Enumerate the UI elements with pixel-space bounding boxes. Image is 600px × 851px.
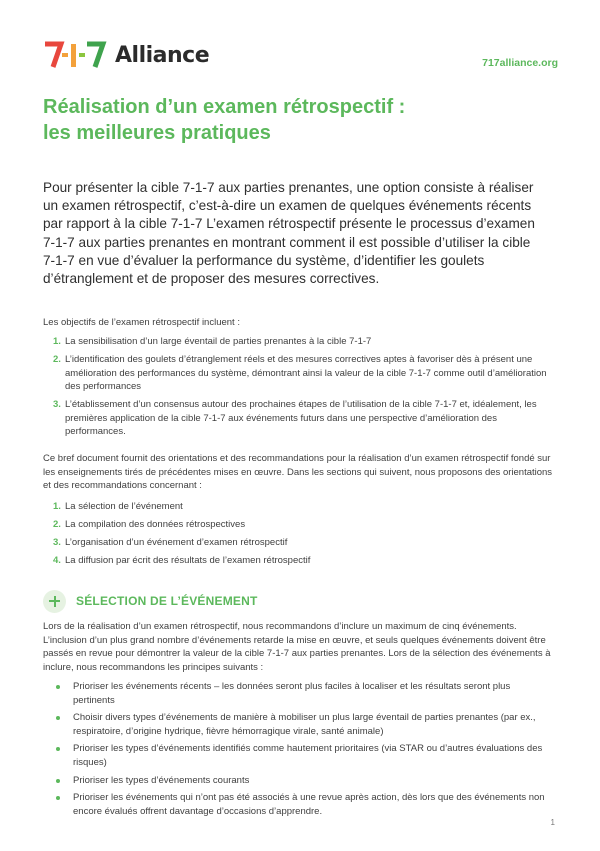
list-item — [43, 500, 553, 514]
objectives-list — [43, 335, 553, 443]
list-item: Prioriser les événements récents – les données seront plus faciles à localiser et les résultats seront plus pertinents — [43, 680, 548, 707]
list-text: L’identification des goulets d’étranglement réels et des mesures correctives aptes à favoriser dès à présent une amélioration des performances du système, démontrant ainsi la valeur de la cible 7-1-7 comme outil d’amélioration des performances — [65, 354, 547, 392]
guidance-list — [43, 500, 553, 572]
list-text: La sélection de l’événement — [65, 501, 183, 512]
list-number: 4. — [53, 555, 61, 566]
list-item: Prioriser les événements qui n’ont pas été associés à une revue après action, dès lors que des événements non encore évalués offrent davantage d’occasions d’apprendre. — [43, 791, 548, 818]
list-text: La diffusion par écrit des résultats de l’examen rétrospectif — [65, 555, 311, 566]
page-title-line-2: les meilleures pratiques — [43, 122, 271, 144]
page-title-line-1: Réalisation d’un examen rétrospectif : — [43, 96, 406, 118]
list-item — [43, 335, 553, 349]
list-item: Prioriser les types d’événements courants — [43, 774, 548, 788]
list-number: 3. — [53, 537, 61, 548]
list-item — [43, 398, 553, 439]
list-item — [43, 554, 553, 568]
section-heading — [43, 589, 258, 613]
principles-list — [43, 680, 548, 822]
objectives-lead: Les objectifs de l’examen rétrospectif incluent : — [43, 317, 240, 328]
list-item: Choisir divers types d’événements de manière à mobiliser un plus large éventail de parties prenantes (par ex., respiratoire, d’origine hydrique, fièvre hémorragique virale, santé animale) — [43, 711, 548, 738]
list-number: 2. — [53, 519, 61, 530]
intro-paragraph: Pour présenter la cible 7-1-7 aux parties prenantes, une option consiste à réaliser un examen rétrospectif, c’est-à-dire un examen de quelques événements récents par rapport à la cible 7-1-7 L’examen rétrospectif présente le processus d’examen 7-1-7 aux parties prenantes en montrant comment il est possible d’utiliser la cible 7-1-7 en vue d’évaluer la performance du système, d’identifier les goulets d’étranglement et de proposer des mesures correctives. — [43, 180, 535, 287]
page-number: 1 — [550, 818, 555, 827]
list-item — [43, 353, 553, 394]
list-text: L’organisation d’un événement d’examen rétrospectif — [65, 537, 288, 548]
list-item: Prioriser les types d’événements identifiés comme hautement prioritaires (via STAR ou d’autres évaluations des risques) — [43, 742, 548, 769]
alliance-logo — [43, 38, 209, 72]
logo-text: Alliance — [115, 42, 210, 68]
plus-icon — [43, 590, 66, 613]
section-body: Lors de la réalisation d’un examen rétrospectif, nous recommandons d’inclure un maximum de cinq événements. L’inclusion d’un plus grand nombre d’événements retarde la mise en œuvre, et seuls quelques événements doivent être passés en revue pour démontrer la valeur de la cible 7-1-7 aux parties prenantes. Lors de la sélection des événements à inclure, nous recommandons les principes suivants : — [43, 621, 551, 673]
section-title: SÉLECTION DE L’ÉVÉNEMENT — [76, 594, 258, 608]
list-number: 3. — [53, 399, 61, 410]
list-number: 1. — [53, 336, 61, 347]
list-number: 1. — [53, 501, 61, 512]
list-text: La compilation des données rétrospectives — [65, 519, 246, 530]
list-number: 2. — [53, 354, 61, 365]
site-url-link[interactable]: 717alliance.org — [482, 57, 558, 69]
logo-mark — [43, 40, 113, 70]
guidance-lead: Ce bref document fournit des orientations et des recommandations pour la réalisation d’un examen rétrospectif fondé sur les enseignements tirés de précédentes mises en œuvre. Dans les sections qui suivent, nous proposons des orientations et des recommandations concernant : — [43, 453, 553, 491]
list-item — [43, 536, 553, 550]
list-item — [43, 518, 553, 532]
page-header — [43, 38, 558, 72]
list-text: La sensibilisation d’un large éventail de parties prenantes à la cible 7-1-7 — [65, 336, 372, 347]
list-text: L’établissement d’un consensus autour des prochaines étapes de l’utilisation de la cible 7-1-7 et, idéalement, les premières application de la cible 7-1-7 aux événements futurs dans une perspective d’amélioration des performances. — [65, 399, 537, 437]
page-title — [43, 94, 503, 146]
